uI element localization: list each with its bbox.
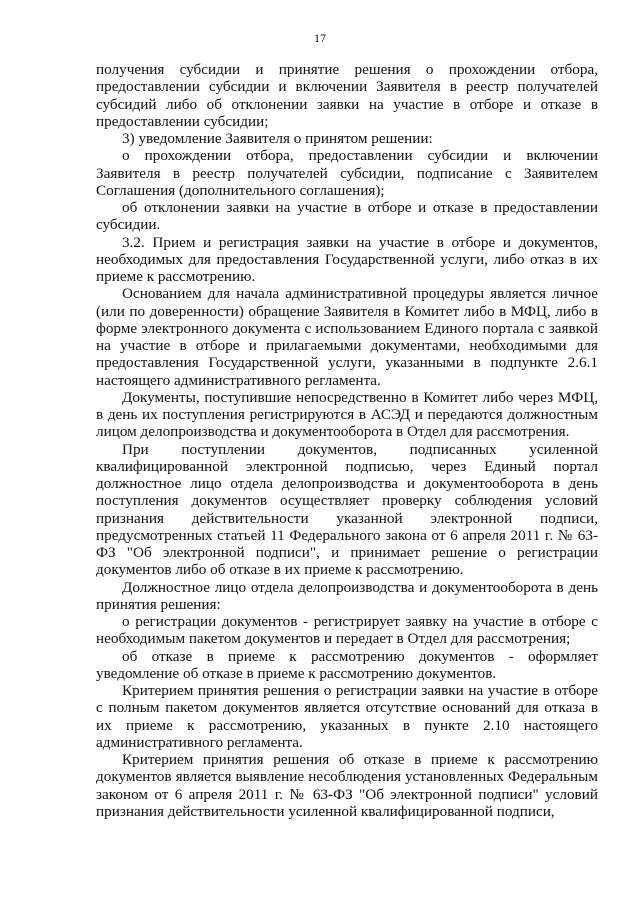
paragraph-passing-selection: о прохождении отбора, предоставлении субсидии и включении Заявителя в реестр получателей субсидии, подписание с Заявителем Соглашения (дополнительного соглашения);: [96, 147, 598, 199]
paragraph-official-decision: Должностное лицо отдела делопроизводства и документооборота в день принятия решения:: [96, 578, 598, 613]
paragraph-grounds: Основанием для начала административной процедуры является личное (или по доверенности) обращение Заявителя в Комитет либо в МФЦ, либо в форме электронного документа с использованием Единого портала с заявкой на участие в отборе и прилагаемыми документами, необходимыми для предоставления Государственной услуги, указанными в подпункте 2.6.1 настоящего административного регламента.: [96, 285, 598, 389]
paragraph-criterion-refusal: Критерием принятия решения об отказе в приеме к рассмотрению документов является выявление несоблюдения установленных Федеральным законом от 6 апреля 2011 г. № 63-ФЗ "Об электронной подписи" условий признания действительности усиленной квалифицированной подписи,: [96, 751, 598, 820]
paragraph-registration: о регистрации документов - регистрирует заявку на участие в отборе с необходимым пакетом документов и передает в Отдел для рассмотрения;: [96, 613, 598, 648]
paragraph-criterion-registration: Критерием принятия решения о регистрации заявки на участие в отборе с полным пакетом документов является отсутствие оснований для отказа в их приеме к рассмотрению, указанных в пункте 2.10 настоящего административного регламента.: [96, 682, 598, 751]
paragraph-item-3: 3) уведомление Заявителя о принятом решении:: [122, 130, 433, 147]
paragraph-continuation: получения субсидии и принятие решения о прохождении отбора, предоставлении субсидии и включении Заявителя в реестр получателей субсидий либо об отклонении заявки на участие в отборе и отказе в предоставлении субсидии;: [96, 61, 598, 130]
paragraph-rejection: об отклонении заявки на участие в отборе и отказе в предоставлении субсидии.: [96, 199, 598, 234]
paragraph-documents-received: Документы, поступившие непосредственно в Комитет либо через МФЦ, в день их поступления регистрируются в АСЭД и передаются должностным лицом делопроизводства и документооборота в Отдел для рассмотрения.: [96, 388, 598, 441]
page-number: 17: [314, 31, 326, 45]
paragraph-electronic-signature: При поступлении документов, подписанных усиленной квалифицированной электронной подписью, через Единый портал должностное лицо отдела делопроизводства и документооборота в день поступления документов осуществляет проверку соблюдения условий признания действительности указанной электронной подписи, предусмотренных статьей 11 Федерального закона от 6 апреля 2011 г. № 63-ФЗ "Об электронной подписи", и принимает решение о регистрации документов либо об отказе в их приеме к рассмотрению.: [96, 440, 598, 579]
paragraph-section-3-2: 3.2. Прием и регистрация заявки на участие в отборе и документов, необходимых для предоставления Государственной услуги, либо отказ в их приеме к рассмотрению.: [96, 233, 598, 285]
document-body: [96, 61, 598, 820]
paragraph-refusal: об отказе в приеме к рассмотрению документов - оформляет уведомление об отказе в приеме к рассмотрению документов.: [96, 647, 598, 682]
